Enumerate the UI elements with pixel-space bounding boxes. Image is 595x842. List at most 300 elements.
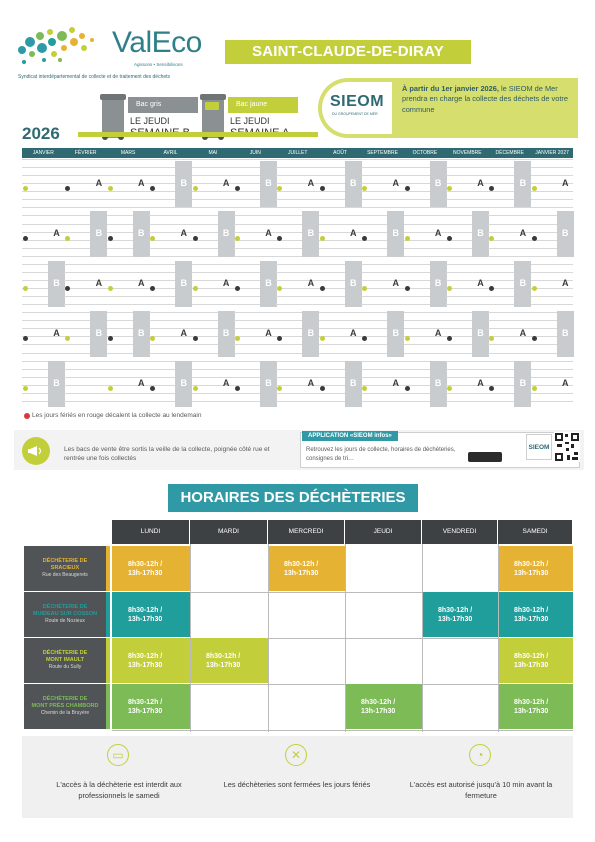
yellow-bin-collection-dot-icon — [447, 186, 452, 191]
day-row-line — [149, 159, 192, 160]
day-row-line — [276, 393, 319, 394]
month-column — [446, 148, 490, 410]
grey-bin-collection-dot-icon — [405, 186, 410, 191]
day-row-line — [531, 207, 574, 208]
week-b-letter: B — [222, 228, 230, 238]
day-row-line — [404, 248, 447, 249]
opening-hours-cell: 8h30-12h / 13h-17h30 — [112, 684, 190, 729]
day-row-line — [22, 224, 65, 225]
site-name: DÉCHÈTERIE DE MONT PRÈS CHAMBORD — [31, 696, 99, 709]
day-row-line — [149, 320, 192, 321]
week-b-letter: B — [95, 228, 103, 238]
week-b-letter: B — [95, 328, 103, 338]
week-b-letter: B — [180, 178, 187, 188]
site-cell — [24, 684, 110, 729]
week-b-letter: B — [519, 278, 527, 288]
day-row-line — [22, 199, 65, 200]
day-row-line — [149, 207, 192, 208]
week-b-letter: B — [350, 178, 357, 188]
day-row-line — [404, 344, 447, 345]
week-b-letter: B — [138, 228, 145, 238]
schedule-column-divider — [190, 544, 191, 732]
day-row-line — [361, 361, 404, 362]
week-b-letter: B — [562, 228, 569, 238]
yellow-bin-collection-dot-icon — [235, 336, 240, 341]
day-row-line — [149, 353, 192, 354]
month-body — [276, 159, 319, 409]
day-row-line — [22, 159, 65, 160]
collection-calendar — [22, 148, 573, 410]
day-row-line — [22, 344, 65, 345]
month-column — [404, 148, 448, 410]
yellow-bin-collection-dot-icon — [23, 186, 28, 191]
day-row-line — [64, 207, 107, 208]
day-row-line — [22, 183, 65, 184]
grey-bin-collection-dot-icon — [150, 286, 155, 291]
week-b-letter: B — [392, 328, 399, 338]
day-header: LUNDI — [112, 520, 189, 544]
grey-bin-collection-dot-icon — [23, 336, 28, 341]
footer-note-professionals: L'accès à la déchèterie est interdit aux professionnels le samedi — [56, 780, 182, 800]
week-a-day: LE JEUDI — [230, 116, 270, 126]
week-a-letter: A — [392, 278, 399, 288]
schedule-column-divider — [268, 544, 269, 732]
month-header: JUIN — [234, 148, 277, 158]
day-row-line — [64, 272, 107, 273]
day-row-line — [234, 344, 277, 345]
day-row-line — [107, 207, 150, 208]
day-row-line — [361, 272, 404, 273]
clock-icon: ◔ — [469, 744, 491, 766]
day-row-line — [361, 191, 404, 192]
day-row-line — [107, 296, 150, 297]
yellow-bin-collection-dot-icon — [108, 286, 113, 291]
grey-bin-collection-dot-icon — [489, 186, 494, 191]
day-row-line — [488, 215, 531, 216]
day-row-line — [192, 401, 235, 402]
grey-bin-collection-dot-icon — [320, 286, 325, 291]
day-row-line — [234, 224, 277, 225]
day-row-line — [488, 320, 531, 321]
day-row-line — [488, 207, 531, 208]
day-row-line — [107, 159, 150, 160]
day-row-line — [446, 401, 489, 402]
month-header: MARS — [107, 148, 150, 158]
grey-bin-collection-dot-icon — [532, 236, 537, 241]
day-row-line — [234, 320, 277, 321]
day-row-line — [276, 191, 319, 192]
town-banner: SAINT-CLAUDE-DE-DIRAY — [225, 40, 471, 64]
day-row-line — [64, 377, 107, 378]
day-row-line — [404, 159, 447, 160]
yellow-bin-label: Bac jaune — [228, 97, 298, 113]
day-row-line — [192, 361, 235, 362]
day-row-line — [276, 159, 319, 160]
week-a-letter: A — [477, 178, 484, 188]
yellow-bin-collection-dot-icon — [362, 286, 367, 291]
day-row-line — [531, 288, 574, 289]
schedule-column-divider — [345, 544, 346, 732]
month-body — [149, 159, 192, 409]
day-row-line — [234, 215, 277, 216]
week-b-letter: B — [265, 178, 272, 188]
day-row-line — [107, 191, 150, 192]
day-row-line — [192, 304, 235, 305]
week-b-letter: B — [265, 378, 272, 388]
valeco-logo-dots — [14, 22, 106, 72]
holiday-note — [22, 412, 201, 419]
grey-bin-collection-dot-icon — [65, 186, 70, 191]
month-body — [234, 159, 277, 409]
day-header: MARDI — [190, 520, 267, 544]
day-row-line — [446, 304, 489, 305]
day-row-line — [404, 240, 447, 241]
day-row-line — [149, 240, 192, 241]
opening-hours-cell: 8h30-12h / 13h-17h30 — [498, 684, 573, 729]
month-body — [361, 159, 404, 409]
day-row-line — [149, 344, 192, 345]
month-body — [404, 159, 447, 409]
grey-bin-collection-dot-icon — [23, 236, 28, 241]
grey-bin-collection-dot-icon — [235, 386, 240, 391]
site-name: DÉCHÈTERIE DE SRACIEUX — [42, 558, 88, 571]
day-row-line — [361, 159, 404, 160]
grey-bin-collection-dot-icon — [235, 186, 240, 191]
footer-note-closing: L'accès est autorisé jusqu'à 10 min avant la fermeture — [409, 780, 553, 800]
week-a-letter: A — [95, 178, 103, 188]
yellow-bin-collection-dot-icon — [362, 386, 367, 391]
day-row-line — [319, 207, 362, 208]
week-b-letter: B — [180, 378, 187, 388]
yellow-bin-collection-dot-icon — [23, 286, 28, 291]
week-b-letter: B — [477, 328, 484, 338]
day-row-line — [107, 393, 150, 394]
day-row-line — [22, 207, 65, 208]
yellow-bin-collection-dot-icon — [193, 186, 198, 191]
week-a-letter: A — [562, 378, 569, 388]
day-row-line — [531, 175, 574, 176]
week-a-letter: A — [562, 178, 569, 188]
week-b-letter: B — [434, 178, 442, 188]
day-row-line — [361, 167, 404, 168]
day-row-line — [488, 224, 531, 225]
day-row-line — [64, 167, 107, 168]
day-row-line — [22, 248, 65, 249]
day-row-line — [531, 264, 574, 265]
grey-bin-collection-dot-icon — [108, 336, 113, 341]
day-row-line — [319, 159, 362, 160]
day-row-line — [531, 393, 574, 394]
app-store-badge-icon[interactable] — [468, 452, 502, 462]
grey-bin-collection-dot-icon — [405, 286, 410, 291]
grey-bin-collection-dot-icon — [489, 286, 494, 291]
day-row-line — [64, 296, 107, 297]
opening-hours-cell: 8h30-12h / 13h-17h30 — [268, 546, 345, 591]
week-a-letter: A — [265, 328, 272, 338]
brand-tagline: Agissons • Sensibilisons — [134, 62, 183, 67]
week-b-letter: B — [53, 378, 60, 388]
day-row-line — [107, 288, 150, 289]
week-a-letter: A — [138, 378, 145, 388]
month-header: OCTOBRE — [404, 148, 447, 158]
week-b-letter: B — [350, 378, 357, 388]
opening-hours-cell: 8h30-12h / 13h-17h30 — [498, 546, 573, 591]
day-header: SAMEDI — [498, 520, 572, 544]
yellow-bin-collection-dot-icon — [447, 386, 452, 391]
grey-bin-collection-dot-icon — [362, 336, 367, 341]
site-address: Chemin de la Bruyère — [40, 710, 90, 716]
day-row-line — [319, 256, 362, 257]
month-column — [531, 148, 575, 410]
site-address: Route de Nozieux — [45, 618, 85, 624]
month-header: MAI — [192, 148, 235, 158]
day-row-line — [64, 264, 107, 265]
day-row-line — [404, 256, 447, 257]
day-row-line — [446, 167, 489, 168]
day-row-line — [276, 288, 319, 289]
week-b-letter: B — [222, 328, 230, 338]
yellow-bin-collection-dot-icon — [532, 386, 537, 391]
week-b-letter: B — [350, 278, 357, 288]
yellow-bin-collection-dot-icon — [277, 386, 282, 391]
day-row-line — [22, 167, 65, 168]
day-row-line — [107, 401, 150, 402]
week-a-letter: A — [392, 378, 399, 388]
day-row-line — [531, 199, 574, 200]
day-row-line — [446, 296, 489, 297]
week-a-letter: A — [434, 228, 442, 238]
day-row-line — [361, 401, 404, 402]
month-body — [446, 159, 489, 409]
month-header: DÉCEMBRE — [488, 148, 531, 158]
yellow-bin-collection-dot-icon — [532, 286, 537, 291]
day-row-line — [64, 159, 107, 160]
week-a-letter: A — [180, 328, 187, 338]
day-row-line — [276, 296, 319, 297]
day-row-line — [446, 175, 489, 176]
grey-bin-collection-dot-icon — [405, 386, 410, 391]
week-a-letter: A — [519, 228, 527, 238]
day-row-line — [361, 304, 404, 305]
yellow-bin-collection-dot-icon — [320, 236, 325, 241]
calendar-year: 2026 — [22, 124, 60, 143]
day-row-line — [276, 361, 319, 362]
app-title: APPLICATION «SIEOM infos» — [302, 431, 398, 441]
day-row-line — [107, 167, 150, 168]
week-a-letter: A — [180, 228, 187, 238]
week-b-letter: B — [434, 278, 442, 288]
yellow-bin-collection-dot-icon — [235, 236, 240, 241]
grey-bin-collection-dot-icon — [150, 386, 155, 391]
yellow-bin-collection-dot-icon — [193, 386, 198, 391]
day-row-line — [319, 353, 362, 354]
week-a-letter: A — [519, 328, 527, 338]
day-row-line — [192, 167, 235, 168]
month-header: AOÛT — [319, 148, 362, 158]
day-row-line — [276, 401, 319, 402]
day-row-line — [361, 296, 404, 297]
id-card-icon: ▭ — [107, 744, 129, 766]
day-row-line — [107, 264, 150, 265]
yellow-bin-collection-dot-icon — [150, 336, 155, 341]
grey-bin-collection-dot-icon — [532, 336, 537, 341]
day-row-line — [319, 215, 362, 216]
day-row-line — [404, 320, 447, 321]
day-row-line — [276, 199, 319, 200]
day-row-line — [531, 272, 574, 273]
week-a-letter: A — [477, 378, 484, 388]
grey-bin-collection-dot-icon — [320, 386, 325, 391]
day-row-line — [276, 264, 319, 265]
day-row-line — [361, 288, 404, 289]
day-row-line — [488, 344, 531, 345]
day-row-line — [22, 312, 65, 313]
holiday-note-text: Les jours fériés en rouge décalent la collecte au lendemain — [32, 412, 202, 419]
day-row-line — [361, 393, 404, 394]
day-row-line — [276, 369, 319, 370]
day-row-line — [149, 215, 192, 216]
site-cell — [24, 638, 110, 683]
syndicat-description: Syndicat interdépartemental de collecte et de traitement des déchets — [18, 74, 171, 80]
sieom-announcement-text: le SIEOM de Mer prendra en charge la collecte des déchets de votre commune — [402, 84, 568, 114]
site-address: Rue des Beaugerets — [42, 572, 88, 578]
yellow-bin-collection-dot-icon — [405, 336, 410, 341]
qr-code-icon[interactable] — [554, 432, 580, 462]
month-column — [64, 148, 108, 410]
day-row-line — [446, 393, 489, 394]
month-column — [192, 148, 236, 410]
grey-bin-collection-dot-icon — [235, 286, 240, 291]
day-row-line — [234, 353, 277, 354]
day-row-line — [234, 207, 277, 208]
day-row-line — [22, 191, 65, 192]
day-row-line — [149, 256, 192, 257]
schedule-row-divider — [112, 730, 573, 731]
day-header: JEUDI — [345, 520, 421, 544]
megaphone-icon — [22, 437, 50, 465]
day-row-line — [64, 288, 107, 289]
day-row-line — [404, 353, 447, 354]
week-b-letter: B — [265, 278, 272, 288]
week-a-letter: A — [265, 228, 272, 238]
grey-bin-collection-dot-icon — [108, 236, 113, 241]
day-row-line — [107, 199, 150, 200]
closed-cross-icon: ✕ — [285, 744, 307, 766]
day-row-line — [531, 191, 574, 192]
week-a-letter: A — [350, 328, 357, 338]
day-row-line — [107, 369, 150, 370]
week-b-letter: B — [53, 278, 60, 288]
yellow-bin-collection-dot-icon — [362, 186, 367, 191]
day-row-line — [107, 361, 150, 362]
month-header: NOVEMBRE — [446, 148, 489, 158]
week-b-letter: B — [434, 378, 442, 388]
grey-bin-collection-dot-icon — [447, 236, 452, 241]
app-description: Retrouvez les jours de collecte, horaires de déchèteries, consignes de tri… — [306, 447, 456, 462]
yellow-bin-collection-dot-icon — [277, 286, 282, 291]
grey-bin-collection-dot-icon — [65, 286, 70, 291]
month-column — [234, 148, 278, 410]
day-row-line — [149, 224, 192, 225]
week-a-letter: A — [477, 278, 484, 288]
day-row-line — [404, 312, 447, 313]
day-row-line — [361, 207, 404, 208]
site-name: DÉCHÈTERIE DE MUIDEAU SUR COSSON — [32, 604, 98, 617]
day-row-line — [192, 288, 235, 289]
day-row-line — [361, 369, 404, 370]
day-row-line — [22, 256, 65, 257]
week-a-letter: A — [307, 178, 315, 188]
day-row-line — [531, 296, 574, 297]
day-row-line — [192, 296, 235, 297]
yellow-bin-collection-dot-icon — [277, 186, 282, 191]
week-a-letter: A — [222, 378, 230, 388]
month-column — [361, 148, 405, 410]
week-a-letter: A — [138, 278, 145, 288]
day-row-line — [64, 191, 107, 192]
yellow-bin-collection-dot-icon — [108, 386, 113, 391]
week-a-letter: A — [53, 328, 60, 338]
day-row-line — [446, 159, 489, 160]
day-row-line — [319, 224, 362, 225]
month-header: JANVIER 2027 — [531, 148, 574, 158]
day-row-line — [276, 207, 319, 208]
day-row-line — [234, 248, 277, 249]
day-row-line — [22, 320, 65, 321]
day-row-line — [149, 312, 192, 313]
yellow-bin-collection-dot-icon — [532, 186, 537, 191]
day-row-line — [276, 272, 319, 273]
day-row-line — [276, 304, 319, 305]
yellow-bin-collection-dot-icon — [108, 186, 113, 191]
day-row-line — [488, 312, 531, 313]
day-row-line — [107, 304, 150, 305]
sieom-logo: SIEOM — [330, 93, 385, 110]
sieom-announcement — [402, 84, 578, 115]
week-b-letter: B — [519, 378, 527, 388]
day-row-line — [488, 256, 531, 257]
week-a-letter: A — [307, 378, 315, 388]
week-a-letter: A — [307, 278, 315, 288]
week-a-letter: A — [53, 228, 60, 238]
opening-hours-cell: 8h30-12h / 13h-17h30 — [112, 592, 190, 637]
opening-hours-cell: 8h30-12h / 13h-17h30 — [112, 546, 190, 591]
day-row-line — [22, 240, 65, 241]
week-b-letter: B — [307, 228, 315, 238]
day-row-line — [531, 167, 574, 168]
day-row-line — [319, 344, 362, 345]
opening-hours-cell: 8h30-12h / 13h-17h30 — [498, 638, 573, 683]
week-a-letter: A — [222, 278, 230, 288]
grey-bin-collection-dot-icon — [150, 186, 155, 191]
day-row-line — [64, 385, 107, 386]
week-a-letter: A — [222, 178, 230, 188]
day-row-line — [488, 248, 531, 249]
day-row-line — [192, 393, 235, 394]
month-column — [149, 148, 193, 410]
grey-bin-collection-dot-icon — [277, 336, 282, 341]
day-row-line — [234, 312, 277, 313]
day-row-line — [64, 369, 107, 370]
grey-bin-collection-dot-icon — [193, 236, 198, 241]
month-body — [22, 159, 65, 409]
day-row-line — [107, 272, 150, 273]
grey-bin-label: Bac gris — [128, 97, 198, 113]
day-row-line — [446, 369, 489, 370]
day-row-line — [446, 207, 489, 208]
day-row-line — [531, 361, 574, 362]
day-row-line — [361, 264, 404, 265]
